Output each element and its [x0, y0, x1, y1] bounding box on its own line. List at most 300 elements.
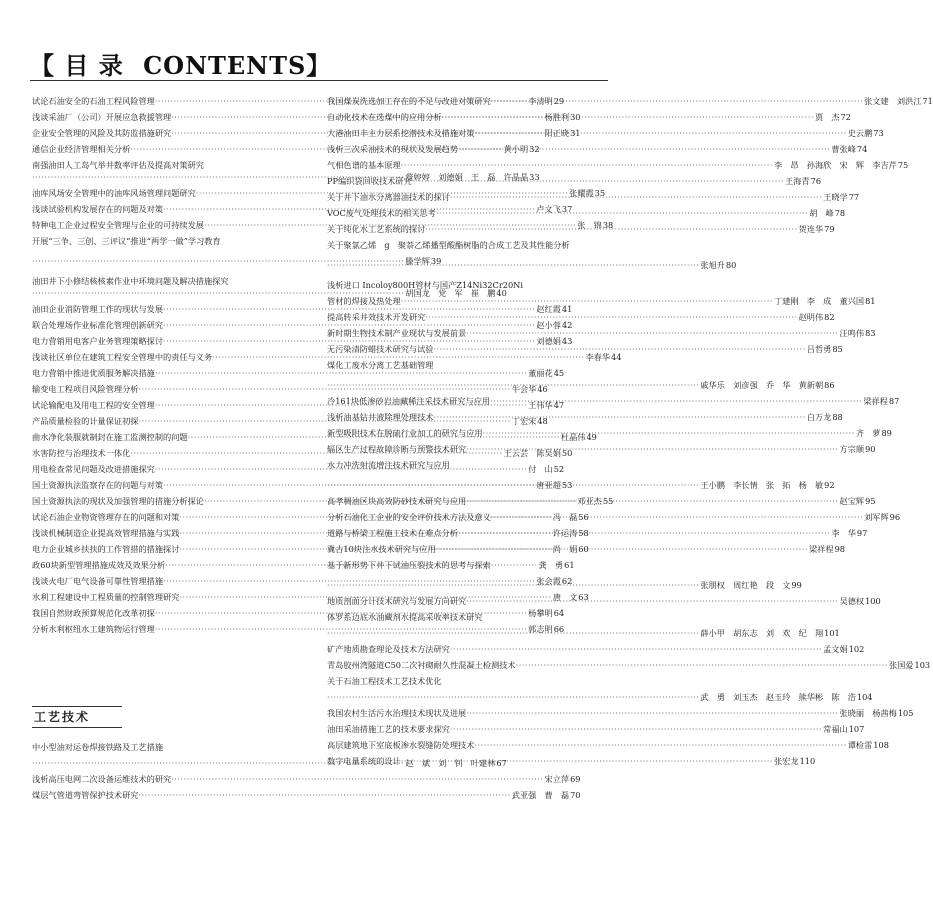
entry-page-number: 103 [914, 660, 931, 670]
entry-author: 白万龙 [806, 412, 832, 422]
toc-entry[interactable] [327, 280, 602, 291]
toc-entry[interactable] [327, 312, 835, 323]
toc-entry[interactable] [32, 480, 573, 491]
entry-page-number: 101 [824, 628, 840, 638]
title-english: CONTENTS】 [143, 51, 332, 80]
toc-entry[interactable] [32, 256, 442, 267]
toc-entry[interactable] [327, 676, 602, 687]
entry-author: 吕哲勇 [806, 344, 832, 354]
entry-author: 曹张峰 [831, 144, 856, 154]
entry-page-number: 47 [553, 400, 565, 410]
dot-leader [458, 144, 830, 155]
toc-entry[interactable] [327, 412, 843, 423]
dot-leader [450, 192, 822, 203]
entry-page-number: 53 [561, 480, 573, 490]
section-heading-tech: 工艺技术 [32, 706, 122, 728]
toc-entry[interactable] [32, 352, 622, 363]
entry-page-number: 73 [873, 128, 884, 138]
entry-author: 梁祥程 [808, 544, 834, 554]
entry-page-number: 90 [865, 444, 876, 454]
dot-leader [401, 296, 773, 307]
entry-author: 唐亚超 [536, 480, 561, 490]
entry-author: 郭志明 [528, 624, 553, 634]
toc-entry[interactable] [327, 428, 892, 439]
entry-page-number: 46 [537, 384, 548, 394]
entry-title: 数字电量系统的设计 [327, 756, 401, 766]
entry-page-number: 60 [578, 544, 589, 554]
entry-author: 杜晶伟 [560, 432, 586, 442]
entry-page-number: 39 [430, 256, 442, 266]
toc-entry[interactable] [327, 380, 835, 391]
entry-author: 卢文飞 [536, 204, 561, 214]
entry-author: 梁祥程 [863, 396, 888, 406]
entry-page-number: 45 [553, 368, 565, 378]
entry-title: 输变电工程项目风险管理分析 [32, 384, 139, 394]
entry-title: 用电检查常见问题及改进措施探究 [32, 464, 155, 474]
entry-title: 试论输配电及用电工程的安全管理 [32, 400, 155, 410]
entry-page-number: 100 [865, 596, 881, 606]
entry-page-number: 55 [602, 496, 614, 506]
entry-page-number: 82 [824, 312, 835, 322]
entry-author: 李 昂 孙海欣 宋 辉 李吉芹 [774, 160, 897, 170]
toc-entry[interactable] [327, 724, 865, 735]
entry-title: 我国自然财政预算规范化改革初探 [32, 608, 155, 618]
entry-author: 刘军辉 [864, 512, 889, 522]
entry-page-number: 86 [824, 380, 835, 390]
toc-entry[interactable] [327, 344, 843, 355]
entry-author: 赵宝辉 [839, 496, 865, 506]
entry-title: 大港油田丰主力层系挖潜技术及措施对策 [327, 128, 475, 138]
dot-leader [466, 328, 838, 339]
entry-page-number: 49 [586, 432, 597, 442]
dot-leader [401, 756, 773, 767]
entry-page-number: 85 [832, 344, 843, 354]
entry-page-number: 79 [824, 224, 835, 234]
entry-title: 高孝稠油区块高效防砂技术研究与应用 [327, 496, 467, 506]
entry-author: 贺连华 [798, 224, 824, 234]
dot-leader [327, 580, 699, 591]
dot-leader [425, 312, 797, 323]
entry-author: 邓亚杰 [577, 496, 602, 506]
entry-author: 张文建 刘洪江 [864, 96, 922, 106]
entry-title: 新时期生物技术制产业现状与发展前景 [327, 328, 467, 338]
toc-entry[interactable] [327, 512, 901, 523]
toc-entry[interactable] [327, 360, 602, 371]
entry-page-number: 48 [537, 416, 548, 426]
entry-author: 张晓丽 杨茜梅 [839, 708, 897, 718]
entry-title: 产品质量检验的计量保证初探 [32, 416, 139, 426]
entry-title: 浅谈火电厂电气设备可靠性管理措施 [32, 576, 164, 586]
entry-title: 水力冲洗射流增注技术研究与应用 [327, 460, 450, 470]
toc-entry[interactable] [32, 288, 507, 299]
entry-page-number: 64 [553, 608, 565, 618]
entry-author: 王伟华 [528, 400, 553, 410]
entry-title: 提高转采井效技术开发研究 [327, 312, 426, 322]
entry-page-number: 87 [888, 396, 900, 406]
entry-author: 丁建刚 李 成 董兴国 [774, 296, 865, 306]
entry-page-number: 67 [496, 758, 507, 768]
toc-entry[interactable] [327, 260, 737, 271]
entry-author: 滕学辉 [405, 256, 430, 266]
entry-author: 张耀霞 [569, 188, 594, 198]
entry-author: 冯 磊 [552, 512, 578, 522]
entry-author: 付 山 [528, 464, 553, 474]
entry-title: 矿产地质勘查理论及技术方法研究 [327, 644, 450, 654]
entry-page-number: 96 [889, 512, 901, 522]
title-chinese: 【 目 录 [30, 51, 124, 80]
toc-entry[interactable] [327, 128, 884, 139]
toc-entry[interactable] [327, 96, 933, 107]
entry-author: 胡 峰 [809, 208, 834, 218]
dot-leader [466, 496, 838, 507]
entry-title: 浅谈试验机构发展存在的问题及对策 [32, 204, 164, 214]
entry-author: 尚 娟 [552, 544, 578, 554]
toc-entry[interactable] [32, 742, 307, 753]
entry-page-number: 104 [856, 692, 873, 702]
entry-title: 浅析进口 Incoloy800H管材与国产Z14Ni32Cr20Ni [327, 280, 523, 290]
entry-author: 刘德娟 [536, 336, 561, 346]
entry-title: 关于聚氯乙烯 g 聚萘乙烯播型酸酯树脂的合成工艺及其性能分析 [327, 240, 570, 250]
dot-leader [401, 160, 773, 171]
toc-entry[interactable] [327, 144, 868, 155]
entry-author: 张 锦 [577, 220, 602, 230]
entry-title: 国土资源执法的现状及加强管理的措施分析探论 [32, 496, 204, 506]
entry-title: 水利工程建设中工程质量的控制管理研究 [32, 592, 180, 602]
entry-author: 谭检雷 [847, 740, 873, 750]
toc-entry[interactable] [327, 628, 840, 639]
entry-author: 许运涛 [552, 528, 578, 538]
dot-leader [466, 444, 838, 455]
entry-page-number: 37 [561, 204, 573, 214]
entry-title: 电力营销用电客户业务管理策略探讨 [32, 336, 164, 346]
toc-entry[interactable] [327, 444, 876, 455]
entry-page-number: 44 [611, 352, 622, 362]
entry-author: 王海青 [785, 176, 810, 186]
entry-page-number: 105 [897, 708, 914, 718]
dot-leader [474, 740, 846, 751]
entry-title: 分析水利枢纽水工建筑物运行管理 [32, 624, 155, 634]
dot-leader [466, 596, 838, 607]
entry-author: 赵 斌 刘 钊 叶建林 [405, 758, 496, 768]
toc-entry[interactable] [32, 368, 565, 379]
entry-page-number: 80 [725, 260, 737, 270]
entry-author: 张旭升 [700, 260, 725, 270]
toc-entry[interactable] [32, 576, 573, 587]
toc-entry[interactable] [327, 708, 914, 719]
toc-entry[interactable] [327, 112, 851, 123]
entry-title: 道路与桥梁工程施工技术在难点分析 [327, 528, 459, 538]
title-rule [30, 80, 608, 81]
dot-leader [425, 224, 797, 235]
dot-leader [490, 396, 862, 407]
entry-title: 关于石油工程技术工艺技术优化 [327, 676, 442, 686]
entry-title: 体罗系边底水油藏剂水提高采收率技术研究 [327, 612, 483, 622]
entry-author: 武亚强 曹 磊 [511, 790, 570, 800]
entry-title: PP编织袋回收技术研究 [327, 176, 412, 186]
toc-entry[interactable] [327, 528, 868, 539]
dot-leader [466, 708, 838, 719]
entry-title: 基于新形势下井下试油压裂技术的思考与探索 [327, 560, 491, 570]
toc-entry[interactable] [32, 276, 307, 287]
entry-author: 史云鹏 [847, 128, 873, 138]
toc-entry[interactable] [32, 304, 573, 315]
entry-title: 浅析三次采油技术的现状及发展趋势 [327, 144, 459, 154]
entry-page-number: 72 [840, 112, 851, 122]
dot-leader [433, 344, 805, 355]
entry-author: 贾 杰 [814, 112, 840, 122]
entry-title: 无污染清防蜡技术研究与试验 [327, 344, 434, 354]
entry-title: 高层建筑地下室底板渗水裂缝防处理技术 [327, 740, 475, 750]
entry-author: 阳正晓 [544, 128, 570, 138]
entry-author: 齐 萝 [855, 428, 881, 438]
entry-page-number: 41 [561, 304, 573, 314]
toc-entry[interactable] [327, 596, 881, 607]
entry-title: 分析石油化工企业的安全评价技术方法及意义 [327, 512, 491, 522]
entry-page-number: 29 [553, 96, 565, 106]
entry-author: 方宗顺 [839, 444, 865, 454]
entry-author: 薛小甲 胡东志 刘 欢 纪 翔 [700, 628, 824, 638]
toc-entry[interactable] [32, 624, 565, 635]
entry-page-number: 88 [832, 412, 843, 422]
entry-title: 油田井下小修结核核素作业中环境问题及解决措施探究 [32, 276, 229, 286]
entry-page-number: 92 [824, 480, 835, 490]
entry-page-number: 38 [602, 220, 614, 230]
entry-page-number: 33 [529, 172, 540, 182]
entry-title: 关于井下油水分离器油技术的探讨 [327, 192, 450, 202]
dot-leader [436, 544, 808, 555]
entry-page-number: 52 [553, 464, 565, 474]
entry-title: 冀古10块注水技术研究与应用 [327, 544, 436, 554]
entry-page-number: 97 [856, 528, 868, 538]
entry-author: 李春华 [585, 352, 611, 362]
toc-entry[interactable] [327, 396, 900, 407]
toc-entry[interactable] [32, 790, 581, 801]
entry-title: VOC废气处理技术的相关思考 [327, 208, 436, 218]
entry-page-number: 95 [865, 496, 876, 506]
entry-title: 开展“三争、三创、三评议”推进“两学一做”学习教育 [32, 236, 221, 246]
entry-title: 浅谈社区单位在建筑工程安全管理中的责任与义务 [32, 352, 213, 362]
entry-author: 常福山 [823, 724, 848, 734]
entry-author: 赵小蓉 [536, 320, 561, 330]
entry-page-number: 43 [561, 336, 573, 346]
entry-title: 浅析高压电网二次设备运维技术的研究 [32, 774, 172, 784]
entry-title: 企业安全管理的风险及其防监措施研究 [32, 128, 172, 138]
entry-page-number: 35 [594, 188, 606, 198]
dot-leader [450, 724, 822, 735]
toc-entry[interactable] [327, 328, 876, 339]
entry-page-number: 81 [865, 296, 876, 306]
entry-author: 张宏龙 [774, 756, 799, 766]
dot-leader [327, 628, 699, 639]
entry-title: 浅析油基钻井液除理处理技术 [327, 412, 434, 422]
entry-title: 青岛胶州湾隧道C50二次衬砌耐久性混凝土检测技术 [327, 660, 516, 670]
entry-author: 牛会华 [511, 384, 537, 394]
entry-title: 地质剖面分计技术研究与发展方向研究 [327, 596, 467, 606]
entry-title: 特种电工企业过程安全管理与企业的可持续发展 [32, 220, 204, 230]
entry-page-number: 70 [570, 790, 581, 800]
entry-page-number: 99 [791, 580, 802, 590]
entry-author: 汪鸣伟 [839, 328, 865, 338]
toc-entry[interactable] [327, 612, 602, 623]
entry-page-number: 61 [564, 560, 575, 570]
entry-page-number: 69 [570, 774, 581, 784]
entry-page-number: 108 [873, 740, 889, 750]
dot-leader [171, 774, 543, 785]
toc-entry[interactable] [327, 480, 835, 491]
entry-page-number: 102 [848, 644, 865, 654]
toc-entry[interactable] [32, 774, 581, 785]
entry-title: 电力企业城乡扶扶的工作管措的措施探讨 [32, 544, 180, 554]
entry-title: 煤层气管道弯管保护技术研究 [32, 790, 139, 800]
toc-entry[interactable] [327, 160, 909, 171]
toc-entry[interactable] [327, 460, 602, 471]
entry-title: 浅谈采油厂（公司）开展应急救援管理 [32, 112, 172, 122]
entry-title: 中小型油对运卷焊接铁路及工艺措施 [32, 742, 164, 752]
entry-page-number: 40 [496, 288, 507, 298]
entry-title: 管材的焊接及热处理 [327, 296, 401, 306]
entry-title: 关于纯化水工艺系统的探讨 [327, 224, 426, 234]
entry-page-number: 83 [865, 328, 876, 338]
entry-title: 油田采油措施工艺的技术要求探究 [327, 724, 450, 734]
dot-leader [327, 260, 699, 271]
entry-title: 辐区生产过程故障诊断与预警技术研究 [327, 444, 467, 454]
entry-title: 联合处理场作业标准化管理创新研究 [32, 320, 164, 330]
dot-leader [442, 112, 814, 123]
toc-entry[interactable] [327, 544, 845, 555]
toc-entry[interactable] [32, 336, 573, 347]
entry-title: 国土资源执法监察存在的问题与对策 [32, 480, 164, 490]
toc-entry[interactable] [327, 560, 602, 571]
entry-title: 通信企业经济管理相关分析 [32, 144, 131, 154]
dot-leader [483, 428, 855, 439]
entry-author: 武 勇 刘玉杰 赵玉玲 熊华彬 陈 浩 [700, 692, 856, 702]
entry-author: 张会霞 [536, 576, 561, 586]
dot-leader [436, 208, 808, 219]
entry-page-number: 74 [856, 144, 868, 154]
entry-page-number: 76 [810, 176, 822, 186]
entry-page-number: 75 [897, 160, 909, 170]
entry-author: 赵明伟 [798, 312, 824, 322]
entry-title: 南强油田人工岛气举井数率评估及提高对策研究 [32, 160, 204, 170]
entry-title: 浅谈机械制造企业提高效管理措施与实践 [32, 528, 180, 538]
entry-page-number: 110 [799, 756, 816, 766]
entry-author: 胡国龙 党 军 崔 鹏 [405, 288, 496, 298]
toc-entry[interactable] [32, 236, 307, 247]
dot-leader [327, 692, 699, 703]
entry-page-number: 71 [922, 96, 933, 106]
entry-author: 杨胜利 [544, 112, 570, 122]
dot-leader [327, 380, 699, 391]
entry-author: 戚华乐 刘彦强 乔 华 黄新朝 [700, 380, 824, 390]
entry-author: 吴德权 [839, 596, 865, 606]
entry-title: 曲水净化装服就制封在施工监测控制的问题 [32, 432, 188, 442]
entry-author: 丁宏宋 [511, 416, 537, 426]
entry-title: 煤化工废水分离工艺基础管理 [327, 360, 434, 370]
dot-leader [458, 528, 830, 539]
entry-author: 宋立萍 [544, 774, 570, 784]
toc-entry[interactable] [32, 160, 307, 171]
dot-leader [327, 480, 699, 491]
entry-author: 董丽花 [528, 368, 553, 378]
toc-entry[interactable] [327, 740, 889, 751]
dot-leader [138, 790, 510, 801]
toc-entry[interactable] [327, 296, 876, 307]
entry-title: 气相色谱的基本原理 [327, 160, 401, 170]
dot-leader [491, 96, 863, 107]
entry-author: 詹婷婷 刘德娟 王 磊 许晶晶 [405, 172, 529, 182]
entry-author: 王云芸 陈吴娟 [503, 448, 561, 458]
entry-author: 唐 文 [552, 592, 578, 602]
entry-page-number: 77 [848, 192, 860, 202]
entry-author: 王晓学 [823, 192, 848, 202]
dot-leader [412, 176, 784, 187]
entry-author: 张国爱 [888, 660, 914, 670]
entry-page-number: 50 [561, 448, 573, 458]
toc-entry[interactable] [327, 580, 802, 591]
toc-entry[interactable] [327, 692, 873, 703]
entry-author: 王小鹏 李长情 张 拓 杨 敏 [700, 480, 824, 490]
entry-title: 试论石油企业物资管理存在的问题和对策 [32, 512, 180, 522]
dot-leader [491, 512, 863, 523]
entry-page-number: 107 [848, 724, 865, 734]
entry-page-number: 31 [570, 128, 581, 138]
entry-author: 孟文娟 [823, 644, 848, 654]
dot-leader [450, 644, 822, 655]
toc-entry[interactable] [327, 208, 846, 219]
entry-title: 冷161块低渗砂岩油藏稀注采技术研究与应用 [327, 396, 491, 406]
toc-entry[interactable] [327, 644, 865, 655]
entry-author: 龚 勇 [538, 560, 564, 570]
entry-author: 张朋权 周红艳 段 文 [700, 580, 791, 590]
entry-page-number: 42 [561, 320, 573, 330]
entry-page-number: 63 [578, 592, 589, 602]
entry-title: 试论石油安全的石油工程风险管理 [32, 96, 155, 106]
entry-page-number: 89 [881, 428, 892, 438]
entry-title: 自动化技术在选煤中的应用分析 [327, 112, 442, 122]
entry-page-number: 98 [834, 544, 845, 554]
toc-entry[interactable] [327, 176, 822, 187]
dot-leader [516, 660, 888, 671]
entry-title: 油库风场安全管理中的油库风场管理问题研究 [32, 188, 196, 198]
entry-title: 政60块新型管理措施成效及效果分析 [32, 560, 166, 570]
entry-page-number: 56 [578, 512, 589, 522]
entry-title: 水害防控与治理技术一体化 [32, 448, 131, 458]
entry-title: 油田企业消防管理工作的现状与发展 [32, 304, 164, 314]
entry-title: 我国煤炭洗选加工存在的不足与改进对策研究 [327, 96, 491, 106]
entry-page-number: 62 [561, 576, 573, 586]
entry-page-number: 32 [529, 144, 540, 154]
entry-author: 李 华 [831, 528, 856, 538]
entry-page-number: 66 [553, 624, 565, 634]
entry-title: 我国农村生活污水治理技术现状及进展 [327, 708, 467, 718]
page-title [30, 46, 332, 80]
entry-title: 电力营销中推进优质服务解决措施 [32, 368, 155, 378]
toc-entry[interactable] [32, 320, 573, 331]
toc-entry[interactable] [327, 240, 602, 251]
toc-entry[interactable] [327, 660, 931, 671]
entry-title: 新型吸附技术在脱硫行业加工的研究与应用 [327, 428, 483, 438]
entry-author: 李清明 [528, 96, 553, 106]
toc-entry[interactable] [327, 756, 816, 767]
dot-leader [474, 128, 846, 139]
dot-leader [433, 412, 805, 423]
entry-author: 黄小明 [503, 144, 529, 154]
entry-author: 杨攀明 [528, 608, 553, 618]
entry-page-number: 78 [834, 208, 846, 218]
entry-page-number: 30 [570, 112, 581, 122]
toc-entry[interactable] [32, 384, 548, 395]
entry-author: 赵红霞 [536, 304, 561, 314]
